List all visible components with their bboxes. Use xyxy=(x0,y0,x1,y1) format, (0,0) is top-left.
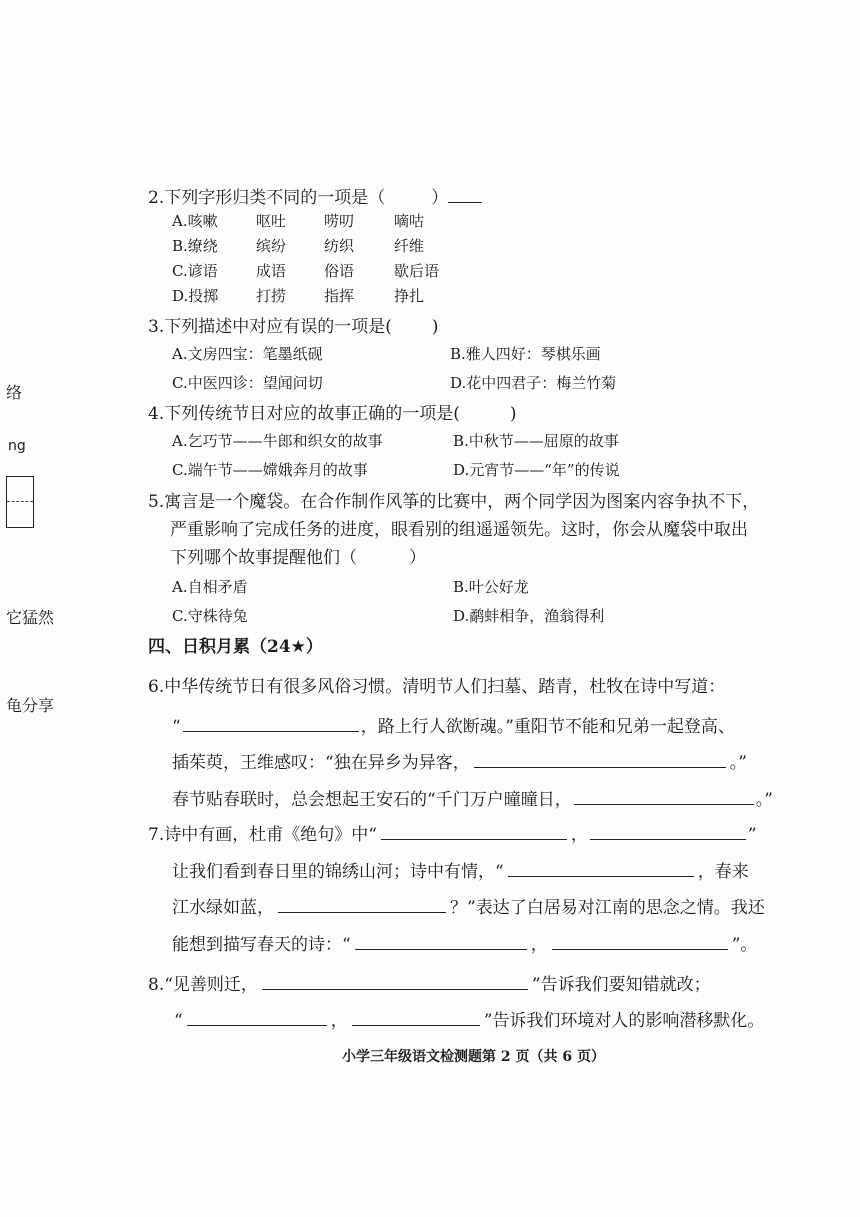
question-6-line-2: “ ，路上行人欲断魂。”重阳节不能和兄弟一起登高、 xyxy=(172,712,735,737)
answer-blank[interactable] xyxy=(355,932,527,950)
margin-fragment: 络 xyxy=(6,383,23,402)
question-5-line: 5.寓言是一个魔袋。在合作制作风筝的比赛中，两个同学因为图案内容争执不下， xyxy=(148,492,760,512)
question-5-option-b: B.叶公好龙 xyxy=(453,578,529,596)
question-5-option-c: C.守株待兔 xyxy=(172,607,248,625)
answer-blank[interactable] xyxy=(590,822,746,840)
question-4-option-a: A.乞巧节——牛郎和织女的故事 xyxy=(172,432,383,450)
answer-blank[interactable] xyxy=(552,932,728,950)
question-2-stem: 2.下列字形归类不同的一项是（ ） xyxy=(148,183,482,208)
answer-blank[interactable] xyxy=(183,714,359,732)
question-8-line-2: “ ， ”告诉我们环境对人的影响潜移默化。 xyxy=(174,1006,764,1031)
question-7-line-4: 能想到描写春天的诗：“ ， ”。 xyxy=(172,930,757,955)
question-2-option-d: D.投掷 打捞 指挥 挣扎 xyxy=(172,287,425,305)
answer-blank[interactable] xyxy=(352,1008,480,1026)
answer-blank[interactable] xyxy=(278,895,446,913)
margin-fragment: 它猛然 xyxy=(6,608,55,627)
question-2-option-a: A.咳嗽 呕吐 唠叨 嘀咕 xyxy=(172,212,425,230)
answer-blank[interactable] xyxy=(187,1008,327,1026)
question-8-line-1: 8.“见善则迁， ”告诉我们要知错就改； xyxy=(148,970,711,995)
question-7-line-1: 7.诗中有画，杜甫《绝句》中“ ， ” xyxy=(148,820,757,845)
question-7-line-2: 让我们看到春日里的锦绣山河；诗中有情，“ ，春来 xyxy=(172,857,749,882)
question-5-option-d: D.鹬蚌相争，渔翁得利 xyxy=(453,607,605,625)
question-4-option-d: D.元宵节——“年”的传说 xyxy=(453,461,620,479)
question-6-line-4: 春节贴春联时，总会想起王安石的“千门万户曈曈日， 。” xyxy=(172,785,773,810)
question-3-option-b: B.雅人四好：琴棋乐画 xyxy=(450,345,601,363)
answer-blank[interactable] xyxy=(381,822,567,840)
question-5-line: 下列哪个故事提醒他们（ ） xyxy=(170,548,426,568)
question-4-option-c: C.端午节——嫦娥奔月的故事 xyxy=(172,461,368,479)
page-footer: 小学三年级语文检测题第 2 页（共 6 页） xyxy=(342,1049,605,1065)
question-3-option-a: A.文房四宝：笔墨纸砚 xyxy=(172,345,323,363)
answer-blank[interactable] xyxy=(262,972,528,990)
writing-box xyxy=(6,476,34,528)
question-3-option-d: D.花中四君子：梅兰竹菊 xyxy=(450,374,617,392)
question-2-option-b: B.缭绕 缤纷 纺织 纤维 xyxy=(172,237,425,255)
answer-blank[interactable] xyxy=(474,750,726,768)
question-3-option-c: C.中医四诊：望闻问切 xyxy=(172,374,323,392)
question-5-line: 严重影响了完成任务的进度，眼看别的组遥遥领先。这时，你会从魔袋中取出 xyxy=(170,520,748,540)
question-6-line-1: 6.中华传统节日有很多风俗习惯。清明节人们扫墓、踏青，杜牧在诗中写道： xyxy=(148,677,726,697)
question-6-line-3: 插茱萸，王维感叹：“独在异乡为异客， 。” xyxy=(172,748,747,773)
margin-fragment: 龟分享 xyxy=(6,696,55,715)
question-5-option-a: A.自相矛盾 xyxy=(172,578,248,596)
question-3-stem: 3.下列描述中对应有误的一项是( ) xyxy=(148,317,439,337)
section-4-heading: 四、日积月累（24★） xyxy=(148,637,323,657)
question-4-option-b: B.中秋节——屈原的故事 xyxy=(453,432,619,450)
question-4-stem: 4.下列传统节日对应的故事正确的一项是( ) xyxy=(148,404,517,424)
margin-fragment: ng xyxy=(8,438,26,454)
answer-blank[interactable] xyxy=(574,787,754,805)
answer-blank[interactable] xyxy=(508,859,694,877)
question-2-option-c: C.谚语 成语 俗语 歇后语 xyxy=(172,262,440,280)
question-7-line-3: 江水绿如蓝， ？”表达了白居易对江南的思念之情。我还 xyxy=(172,893,765,918)
star-icon: ★ xyxy=(290,637,306,657)
